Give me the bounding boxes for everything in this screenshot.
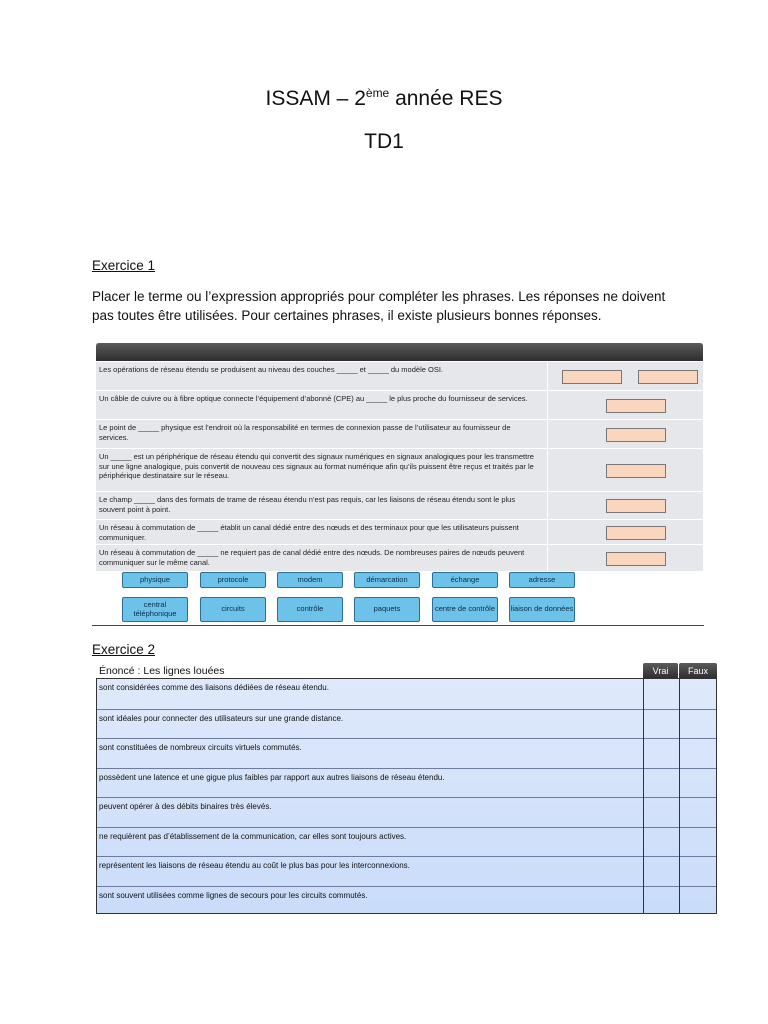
statement-row [97,679,716,709]
column-header-vrai: Vrai [643,663,678,678]
sentence-text: Le point de _____ physique est l’endroit où la responsabilité en termes de connexion passe de l’utilisateur au fournisseur de services. [99,423,511,442]
answer-drop-slot[interactable] [606,428,666,442]
statement-row [97,886,716,916]
answer-drop-slot[interactable] [606,499,666,513]
answer-drop-slot[interactable] [562,370,622,384]
exercise2-caption: Énoncé : Les lignes louées [99,665,225,677]
faux-answer-cell[interactable] [680,828,716,857]
answer-drop-slot[interactable] [638,370,698,384]
vrai-answer-cell[interactable] [644,798,679,827]
sentence-row [96,390,703,419]
term-chip[interactable]: échange [432,572,498,588]
vrai-answer-cell[interactable] [644,887,679,916]
faux-answer-cell[interactable] [680,679,716,709]
sentence-row [96,491,703,519]
statement-row [97,856,716,886]
column-divider [679,679,680,913]
exercise1-panel [96,343,703,571]
statement-row [97,709,716,739]
vrai-answer-cell[interactable] [644,739,679,768]
faux-answer-cell[interactable] [680,769,716,798]
statement-row [97,738,716,768]
faux-answer-cell[interactable] [680,798,716,827]
answer-drop-slot[interactable] [606,399,666,413]
section-divider [92,625,704,626]
vrai-answer-cell[interactable] [644,679,679,709]
page-subtitle: TD1 [364,130,404,153]
statement-text: sont constituées de nombreux circuits virtuels commutés. [99,743,302,752]
answer-drop-slot[interactable] [606,552,666,566]
vrai-answer-cell[interactable] [644,769,679,798]
answer-cell [547,449,704,491]
term-chip[interactable]: protocole [200,572,266,588]
sentence-text: Un réseau à commutation de _____ ne requiert pas de canal dédié entre des nœuds. De nombreuses paires de nœuds peuvent communiquer sur le même canal. [99,548,525,567]
sentence-text: Le champ _____ dans des formats de trame de réseau étendu n’est pas requis, car les liaisons de réseau étendu sont le plus souvent point à point. [99,495,516,514]
statement-text: sont idéales pour connecter des utilisateurs sur une grande distance. [99,713,344,723]
sentence-row [96,519,703,544]
term-chip[interactable]: démarcation [354,572,420,588]
answer-cell [547,520,704,544]
exercise2-table [96,678,717,914]
statement-row [97,827,716,857]
term-chip[interactable]: central téléphonique [122,597,188,622]
answer-cell [547,391,704,419]
sentence-row [96,448,703,491]
sentence-text: Les opérations de réseau étendu se produisent au niveau des couches _____ et _____ du modèle OSI. [99,365,443,374]
term-chip[interactable]: modem [277,572,343,588]
term-chip[interactable]: physique [122,572,188,588]
term-chip[interactable]: contrôle [277,597,343,622]
exercise1-header-bar [96,343,703,361]
term-chip[interactable]: liaison de données [509,597,575,622]
faux-answer-cell[interactable] [680,857,716,886]
statement-text: sont considérées comme des liaisons dédiées de réseau étendu. [99,683,329,692]
statement-text: sont souvent utilisées comme lignes de secours pour les circuits commutés. [99,890,368,900]
page-title: ISSAM – 2ème année RES [265,86,503,110]
term-chip[interactable]: centre de contrôle [432,597,498,622]
column-divider [643,679,644,913]
exercise1-heading: Exercice 1 [92,258,156,273]
sentence-text: Un _____ est un périphérique de réseau étendu qui convertit des signaux numériques en signaux analogiques pour les transmettre sur une ligne analogique, puis convertit de nouveau ces signaux au format numérique afin qu’ils puissent être reçus et traités par le périphérique destinataire sur le réseau. [99,452,534,480]
exercise1-instructions: Placer le terme ou l’expression appropriés pour compléter les phrases. Les réponses ne doivent pas toutes être utilisées. Pour certaines phrases, il existe plusieurs bonnes réponses. [92,289,666,323]
term-chip[interactable]: adresse [509,572,575,588]
vrai-answer-cell[interactable] [644,828,679,857]
statement-row [97,768,716,798]
column-header-faux: Faux [679,663,717,678]
sentence-text: Un câble de cuivre ou à fibre optique connecte l’équipement d’abonné (CPE) au _____ le plus proche du fournisseur de services. [99,394,528,403]
exercise2-heading: Exercice 2 [92,642,156,657]
vrai-answer-cell[interactable] [644,710,679,739]
sentence-row [96,544,703,571]
term-chip[interactable]: paquets [354,597,420,622]
statement-text: représentent les liaisons de réseau étendu au coût le plus bas pour les interconnexions. [99,861,410,870]
sentence-row [96,419,703,448]
answer-cell [547,362,704,390]
answer-drop-slot[interactable] [606,464,666,478]
answer-cell [547,545,704,571]
statement-text: peuvent opérer à des débits binaires très élevés. [99,802,272,811]
sentence-text: Un réseau à commutation de _____ établit un canal dédié entre des nœuds et des terminaux pour que les utilisateurs puissent communiquer. [99,523,519,542]
statement-text: ne requièrent pas d’établissement de la communication, car elles sont toujours actives. [99,831,407,841]
faux-answer-cell[interactable] [680,739,716,768]
faux-answer-cell[interactable] [680,887,716,916]
answer-cell [547,492,704,519]
answer-drop-slot[interactable] [606,526,666,540]
answer-cell [547,420,704,448]
statement-row [97,797,716,827]
sentence-row [96,361,703,390]
vrai-answer-cell[interactable] [644,857,679,886]
term-chip[interactable]: circuits [200,597,266,622]
statement-text: possèdent une latence et une gigue plus faibles par rapport aux autres liaisons de réseau étendu. [99,772,445,782]
faux-answer-cell[interactable] [680,710,716,739]
